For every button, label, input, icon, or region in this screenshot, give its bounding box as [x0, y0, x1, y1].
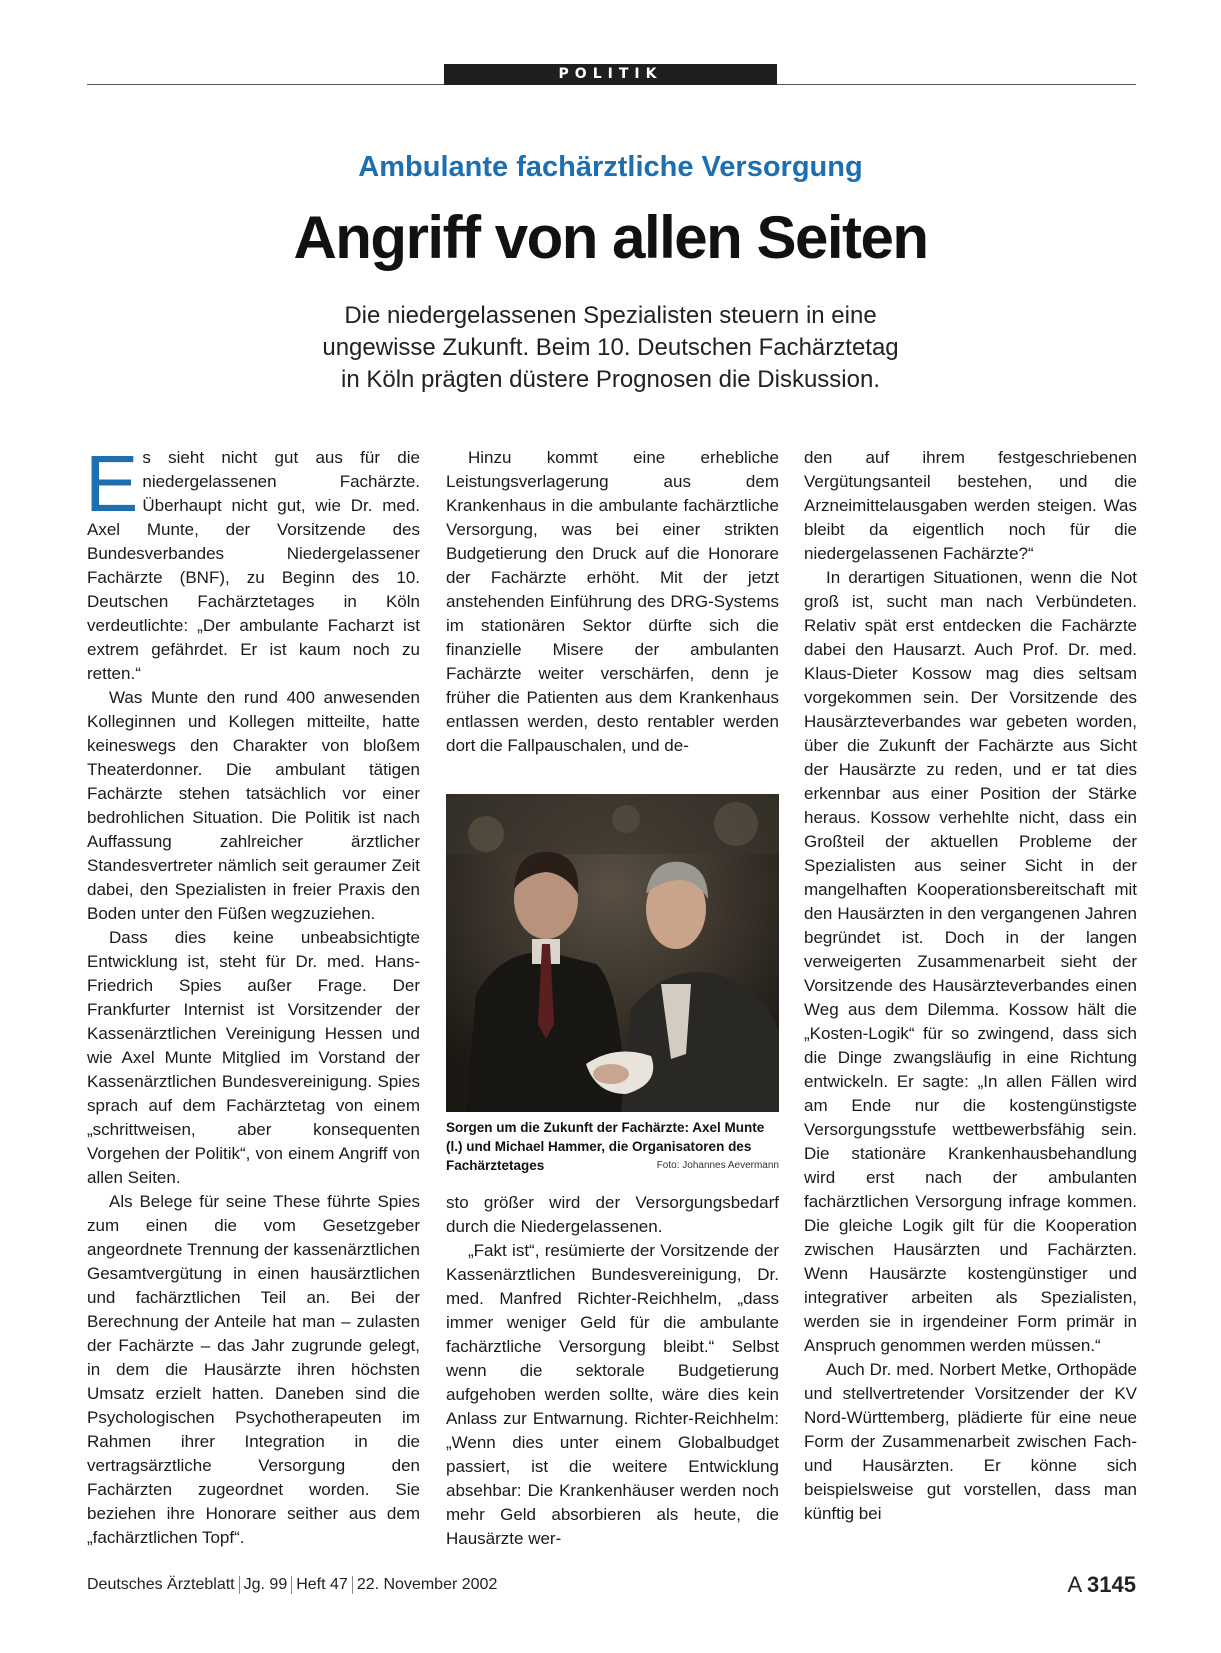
article-photo — [446, 794, 779, 1112]
paragraph: Dass dies keine unbeabsichtigte Entwicklung ist, steht für Dr. med. Hans-Friedrich Spies außer Frage. Der Frankfurter Internist ist Vorsitzender der Kassenärztlichen Vereinigung Hessen und wie Axel Munte Mitglied im Vorstand der Kassenärztlichen Bundesvereinigung. Spies sprach auf dem Fachärztetag von einem „schrittweisen, aber konsequenten Vorgehen der Politik“, von einem Angriff von allen Seiten. — [87, 928, 420, 1187]
photo-caption — [446, 1118, 779, 1175]
journal-volume: Jg. 99 — [243, 1576, 288, 1594]
standfirst-line: ungewisse Zukunft. Beim 10. Deutschen Fachärztetag — [322, 334, 899, 361]
divider — [352, 1576, 353, 1594]
divider — [291, 1576, 292, 1594]
article-kicker: Ambulante fachärztliche Versorgung — [358, 151, 863, 183]
page-number-value: 3145 — [1087, 1572, 1136, 1597]
caption-text: Sorgen um die Zukunft der Fachärzte: Axel Munte (l.) und Michael Hammer, die Organisatoren des Fachärztetages — [446, 1120, 765, 1173]
page-prefix: A — [1067, 1572, 1081, 1597]
paragraph: Als Belege für seine These führte Spies zum einen die vom Gesetzgeber angeordnete Trennung der kassenärztlichen Gesamtvergütung in einen hausärztlichen und fachärztlichen Teil an. Bei der Berechnung der Anteile hat man – zulasten der Fachärzte – das Jahr zugrunde gelegt, in dem die Hausärzte ihren höchsten Umsatz erzielt hatten. Daneben sind die Psychologischen Psychotherapeuten im Rahmen ihrer Integration in die vertragsärztliche Versorgung den Fachärzten zugeordnet worden. Sie beziehen ihre Honorare seither aus dem „fachärztlichen Topf“. — [87, 1192, 420, 1547]
article-column-3 — [804, 446, 1137, 1526]
photo-credit: Foto: Johannes Aevermann — [656, 1160, 779, 1171]
article-column-2 — [446, 446, 779, 1551]
paragraph: Auch Dr. med. Norbert Metke, Orthopäde und stellvertretender Vorsitzender der KV Nord-Württemberg, plädierte für eine neue Form der Zusammenarbeit zwischen Fach- und Hausärzten. Er könne sich beispielsweise gut vorstellen, dass man künftig bei — [804, 1360, 1137, 1523]
page-number — [1067, 1572, 1136, 1598]
journal-issue: Heft 47 — [296, 1576, 348, 1594]
section-label: POLITIK — [444, 64, 777, 85]
standfirst-line: Die niedergelassenen Spezialisten steuern in eine — [344, 302, 877, 329]
drop-cap: E — [85, 439, 139, 528]
paragraph: „Fakt ist“, resümierte der Vorsitzende der Kassenärztlichen Bundesvereinigung, Dr. med. Manfred Richter-Reichhelm, „dass immer weniger Geld für die ambulante fachärztliche Versorgung bleibt.“ Selbst wenn die sektorale Budgetierung aufgehoben werden sollte, wäre dies kein Anlass zur Entwarnung. Richter-Reichhelm: „Wenn dies unter einem Globalbudget passiert, ist die weitere Entwicklung absehbar: Die Krankenhäuser werden noch mehr Geld absorbieren als heute, die Hausärzte wer- — [446, 1241, 779, 1548]
paragraph: sto größer wird der Versorgungsbedarf durch die Niedergelassenen. — [446, 1193, 779, 1236]
paragraph: Was Munte den rund 400 anwesenden Kolleginnen und Kollegen mitteilte, hatte keineswegs den Charakter von bloßem Theaterdonner. Die ambulant tätigen Fachärzte stehen tatsächlich vor einer bedrohlichen Situation. Die Politik ist nach Auffassung zahlreicher ärztlicher Standesvertreter nämlich seit geraumer Zeit dabei, den Spezialisten in freier Praxis den Boden unter den Füßen wegzuziehen. — [87, 688, 420, 923]
issue-date: 22. November 2002 — [356, 1576, 498, 1594]
standfirst-line: in Köln prägten düstere Prognosen die Diskussion. — [341, 366, 880, 393]
paragraph — [85, 439, 420, 686]
paragraph: den auf ihrem festgeschriebenen Vergütungsanteil bestehen, und die Arzneimittelausgaben werden steigen. Was bleibt da eigentlich noch für die niedergelassenen Fachärzte?“ — [804, 448, 1137, 563]
paragraph: Hinzu kommt eine erhebliche Leistungsverlagerung aus dem Krankenhaus in die ambulante fachärztliche Versorgung, was bei einer strikten Budgetierung den Druck auf die Honorare der Fachärzte erhöht. Mit der jetzt anstehenden Einführung des DRG-Systems im stationären Sektor dürfte sich die finanzielle Misere der ambulanten Fachärzte weiter verschärfen, denn je früher die Patienten aus dem Krankenhaus entlassen werden, desto rentabler werden dort die Fallpauschalen, und de- — [446, 448, 779, 755]
paragraph: In derartigen Situationen, wenn die Not groß ist, sucht man nach Verbündeten. Relativ spät erst entdecken die Fachärzte dabei den Hausarzt. Auch Prof. Dr. med. Klaus-Dieter Kossow mag dies seltsam vorgekommen sein. Der Vorsitzende des Hausärzteverbandes war gebeten worden, über die Zukunft der Fachärzte aus Sicht der Hausärzte zu reden, und er tat dies erkennbar aus einer Position der Stärke heraus. Kossow verhehlte nicht, dass ein Großteil der aktuellen Probleme der Spezialisten aus seiner Sicht in der mangelhaften Kooperationsbereitschaft mit den Hausärzten in den vergangenen Jahren begründet ist. Doch in der langen verweigerten Zusammenarbeit sieht der Vorsitzende des Hausärzteverbandes einen Weg aus dem Dilemma. Kossow hält die „Kosten-Logik“ für so zwingend, dass sich die Dinge zwangsläufig in eine Richtung entwickeln. Er sagte: „In allen Fällen wird am Ende nur die kostengünstigste Versorgungsstufe wettbewerbsfähig sein. Die stationäre Krankenhausbehandlung wird erst nach der ambulanten fachärztlichen Versorgung infrage kommen. Die gleiche Logik gilt für die Kooperation zwischen Hausärzten und Fachärzten. Wenn Hausärzte kostengünstiger und integrativer arbeiten als Spezialisten, werden sie in irgendeiner Form primär in Anspruch genommen werden müssen.“ — [804, 568, 1137, 1355]
article-standfirst — [0, 300, 1221, 396]
paragraph-text: s sieht nicht gut aus für die niedergelassenen Fachärzte. Überhaupt nicht gut, wie Dr. med. Axel Munte, der Vorsitzende des Bundesverbandes Niedergelassener Fachärzte (BNF), zu Beginn des 10. Deutschen Fachärztetages in Köln verdeutlichte: „Der ambulante Facharzt ist extrem gefährdet. Er ist kaum noch zu retten.“ — [87, 448, 420, 683]
article-column-1 — [85, 439, 420, 1550]
divider — [239, 1576, 240, 1594]
photo-two-men-image — [446, 794, 779, 1112]
page-footer — [87, 1572, 1136, 1600]
article-headline: Angriff von allen Seiten — [293, 204, 928, 271]
journal-name: Deutsches Ärzteblatt — [87, 1576, 235, 1594]
